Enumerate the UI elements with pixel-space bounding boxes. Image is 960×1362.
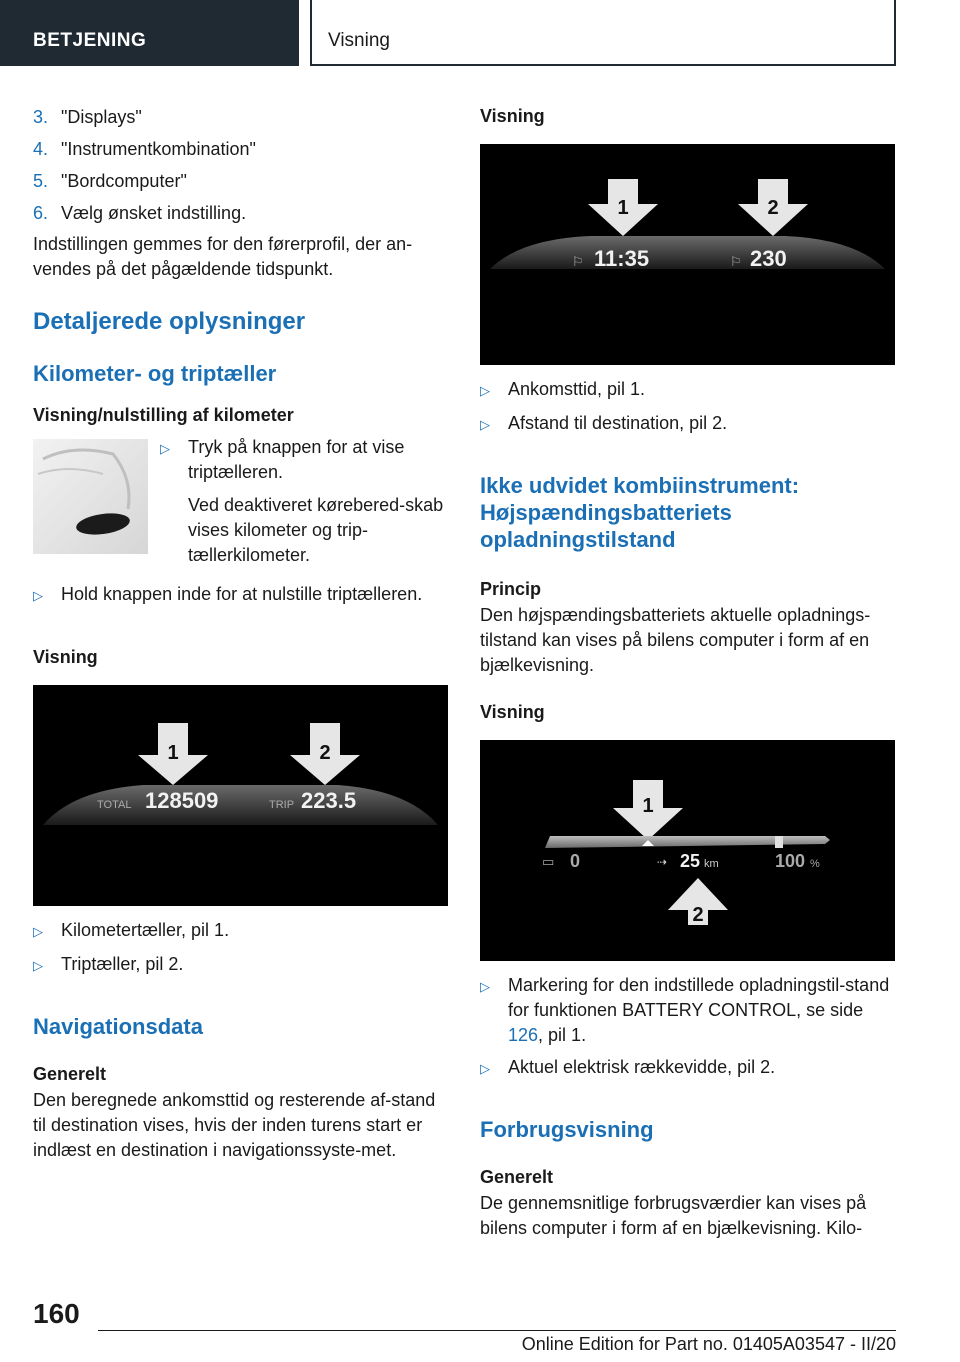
bullet-item: ▷ Triptæller, pil 2. <box>33 952 449 979</box>
left-column <box>33 102 449 1167</box>
range-unit: km <box>704 858 719 870</box>
trip-button-image <box>33 439 148 554</box>
battery-section-title: Ikke udvidet kombiinstrument: Højspændingsbatteriets opladningstilstand <box>480 473 800 552</box>
page-reference-link[interactable]: 126 <box>508 1025 539 1045</box>
battery-display-image <box>480 740 895 961</box>
footer-divider <box>98 1330 896 1331</box>
step-item <box>33 134 449 166</box>
bullet-item: ▷ Ankomsttid, pil 1. <box>480 377 896 404</box>
bullet-item: ▷ Markering for den indstillede opladningstil-stand for funktionen BATTERY CONTROL, se side 126, pil 1. <box>480 973 896 1048</box>
triangle-bullet-icon: ▷ <box>33 924 43 939</box>
princip-text: Den højspændingsbatteriets aktuelle opladnings-tilstand kan vises på bilens computer i form af en bjælkevisning. <box>480 605 871 675</box>
bullet-item: ▷ Afstand til destination, pil 2. <box>480 411 896 438</box>
arrival-time: 11:35 <box>594 246 650 271</box>
bullet-item: ▷ Kilometertæller, pil 1. <box>33 918 449 945</box>
battery-icon: ▭ <box>542 855 555 870</box>
odometer-display-image <box>33 685 448 906</box>
total-label: TOTAL <box>97 799 132 811</box>
battery-min-value: 0 <box>570 851 581 871</box>
step-text: "Instrumentkombination" <box>61 139 256 159</box>
consumption-section-title: Forbrugsvisning <box>480 1117 654 1142</box>
triangle-bullet-icon: ▷ <box>33 958 43 973</box>
arrow-number: 2 <box>767 197 779 219</box>
distance-value: 230 <box>750 246 787 271</box>
consumption-text: De gennemsnitlige forbrugsværdier kan vises på bilens computer i form af en bjælkevisning. Kilo- <box>480 1193 867 1238</box>
bullet-item: ▷ Aktuel elektrisk rækkevidde, pil 2. <box>480 1055 896 1082</box>
nav-text: Den beregnede ankomsttid og resterende af-stand til destination vises, hvis der inden turens start er indlæst en destination i navigationssyste-met. <box>33 1090 436 1160</box>
subsection-title: Kilometer- og triptæller <box>33 361 277 386</box>
battery-bar <box>545 836 830 848</box>
trip-value: 223.5 <box>301 788 357 813</box>
bullet-note: Ved deaktiveret kørebered-skab vises kilometer og trip-tællerkilometer. <box>188 495 444 565</box>
navigation-display-image <box>480 144 895 365</box>
step-text: "Displays" <box>61 107 142 127</box>
battery-max-unit: % <box>810 858 820 870</box>
nav-general-label: Generelt <box>33 1064 107 1084</box>
triangle-bullet-icon: ▷ <box>160 441 170 456</box>
arrow-number: 1 <box>167 742 179 764</box>
flag-icon: ⚐ <box>572 255 584 270</box>
triangle-bullet-icon: ▷ <box>480 1061 490 1076</box>
visning-label: Visning <box>33 647 98 667</box>
triangle-bullet-icon: ▷ <box>480 979 490 994</box>
header-page-title: Visning <box>310 0 896 66</box>
minor-title: Visning/nulstilling af kilometer <box>33 405 294 425</box>
step-number: 5. <box>33 171 49 191</box>
arrow-number: 2 <box>319 742 331 764</box>
princip-label: Princip <box>480 579 542 599</box>
triangle-bullet-icon: ▷ <box>480 417 490 432</box>
consumption-general-label: Generelt <box>480 1167 554 1187</box>
trip-button-illustration <box>33 439 148 554</box>
visning-label: Visning <box>480 106 545 126</box>
arrow-number: 1 <box>642 795 654 817</box>
nav-section-title: Navigationsdata <box>33 1014 203 1039</box>
display-band <box>490 236 885 269</box>
step-item <box>33 166 449 198</box>
range-value: 25 <box>680 851 701 871</box>
step-text: "Bordcomputer" <box>61 171 187 191</box>
total-value: 128509 <box>145 788 219 813</box>
visning-label: Visning <box>480 702 545 722</box>
bullet-item: ▷ Hold knappen inde for at nulstille triptælleren. <box>33 582 449 609</box>
step-text: Vælg ønsket indstilling. <box>61 203 247 223</box>
step-number: 6. <box>33 203 49 223</box>
page-number: 160 <box>33 1298 80 1329</box>
right-column <box>480 102 896 1245</box>
arrow-number: 2 <box>692 904 704 926</box>
step-item <box>33 102 449 134</box>
triangle-bullet-icon: ▷ <box>33 588 43 603</box>
step-number: 3. <box>33 107 49 127</box>
footer-edition: Online Edition for Part no. 01405A03547 - II/20 <box>521 1334 896 1354</box>
profile-note: Indstillingen gemmes for den førerprofil, der an-vendes på det pågældende tidspunkt. <box>33 234 413 279</box>
triangle-bullet-icon: ▷ <box>480 383 490 398</box>
step-number: 4. <box>33 139 49 159</box>
battery-max-value: 100 <box>775 851 806 871</box>
flag-icon: ⚐ <box>730 255 742 270</box>
range-plug-icon: ⇢ <box>657 855 668 869</box>
section-title: Detaljerede oplysninger <box>33 308 306 335</box>
steps-list <box>33 102 449 230</box>
step-item <box>33 198 449 230</box>
arrow-number: 1 <box>617 197 629 219</box>
trip-label: TRIP <box>269 799 295 811</box>
bullet-item: ▷ Tryk på knappen for at vise triptælleren. <box>160 435 449 485</box>
bar-marker <box>775 836 783 848</box>
header-section-label: BETJENING <box>0 0 299 66</box>
button-instruction-block <box>33 435 449 572</box>
